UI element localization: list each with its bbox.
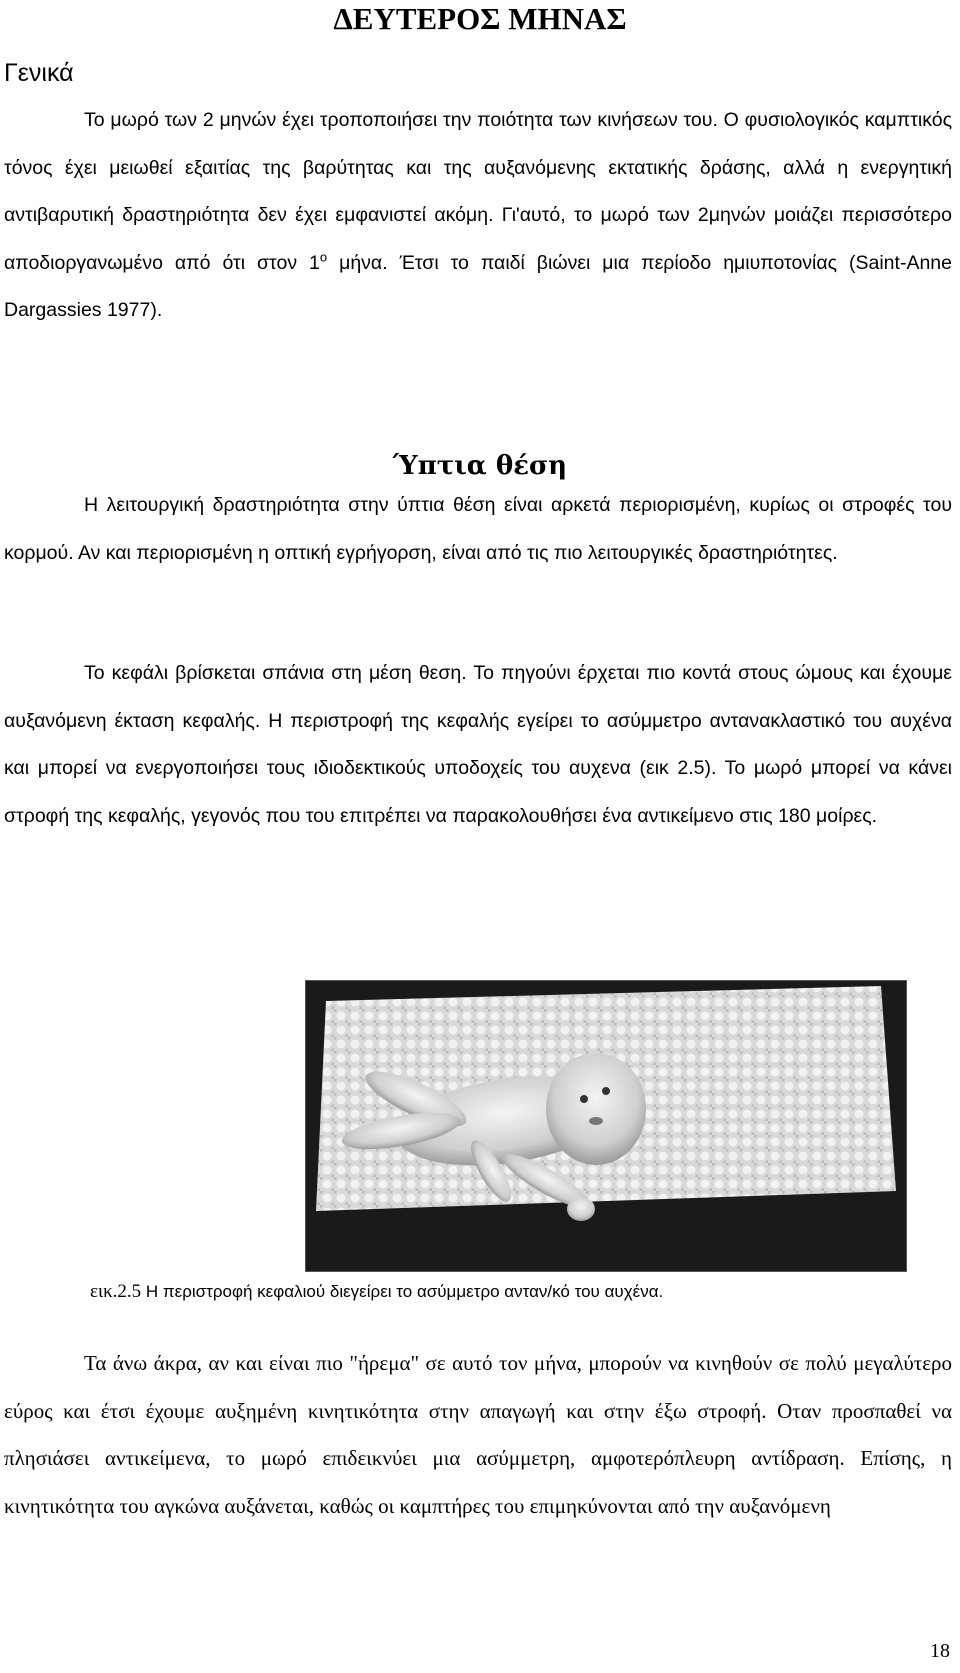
- head-paragraph: Το κεφάλι βρίσκεται σπάνια στη μέση θεση. Το πηγούνι έρχεται πιο κοντά στους ώμους και έχουμε αυξανόμενη έκταση κεφαλής. Η περιστροφή της κεφαλής εγείρει το ασύμμετρο αντανακλαστικό του αυχένα και μπορεί να ενεργοποιήσει τους ιδιοδεκτικούς υποδοχείς του αυχενα (εικ 2.5). Το μωρό μπορεί να κάνει στροφή της κεφαλής, γεγονός που του επιτρέπει να παρακολουθήσει ένα αντικείμενο στις 180 μοίρες.: [4, 662, 952, 827]
- general-paragraph-text: Το μωρό των 2 μηνών έχει τροποποιήσει την ποιότητα των κινήσεων του. Ο φυσιολογικός καμπτικός τόνος έχει μειωθεί εξαιτίας της βαρύτητας και της αυξανόμενης εκτατικής δράσης, αλλά η ενεργητική αντιβαρυτική δραστηριότητα δεν έχει εμφανιστεί ακόμη. Γι'αυτό, το μωρό των 2μηνών μοιάζει περισσότερο αποδιοργανωμένο από ότι στον 1: [4, 109, 952, 274]
- subheading-supine: Ύπτια θέση: [392, 451, 568, 481]
- general-paragraph-text-end: μήνα. Έτσι το παιδί βιώνει μια περίοδο ημιυποτονίας (Saint-Anne Dargassies 1977).: [4, 251, 952, 321]
- baby-photo-image: [306, 981, 906, 1271]
- figure-label: εικ.2.5: [90, 1281, 142, 1302]
- page-number: 18: [930, 1640, 950, 1662]
- supine-paragraph: Η λειτουργική δραστηριότητα στην ύπτια θέση είναι αρκετά περιορισμένη, κυρίως οι στροφές του κορμού. Αν και περιορισμένη η οπτική εγρήγορση, είναι από τις πιο λειτουργικές δραστηριότητες.: [4, 494, 952, 564]
- figure-caption-text: Η περιστροφή κεφαλιού διεγείρει το ασύμμετρο ανταν/κό του αυχένα.: [141, 1282, 664, 1301]
- baby-photo: [305, 980, 907, 1272]
- section-heading: Γενικά: [4, 59, 74, 87]
- general-paragraph: [4, 97, 952, 335]
- arms-paragraph: Τα άνω άκρα, αν και είναι πιο "ήρεμα" σε αυτό τον μήνα, μπορούν να κινηθούν σε πολύ μεγαλύτερο εύρος και έτσι έχουμε αυξημένη κινητικότητα στην απαγωγή και στην έξω στροφή. Οταν προσπαθεί να πλησιάσει αντικείμενα, το μωρό επιδεικνύει μια ασύμμετρη, αμφοτερόπλευρη αντίδραση. Επίσης, η κινητικότητα του αγκώνα αυξάνεται, καθώς οι καμπτήρες του επιμηκύνονται από την αυξανόμενη: [4, 1351, 952, 1518]
- ordinal-superscript: ο: [319, 249, 328, 264]
- page-title: ΔΕΥΤΕΡΟΣ ΜΗΝΑΣ: [333, 1, 627, 36]
- figure-caption: [90, 1280, 950, 1304]
